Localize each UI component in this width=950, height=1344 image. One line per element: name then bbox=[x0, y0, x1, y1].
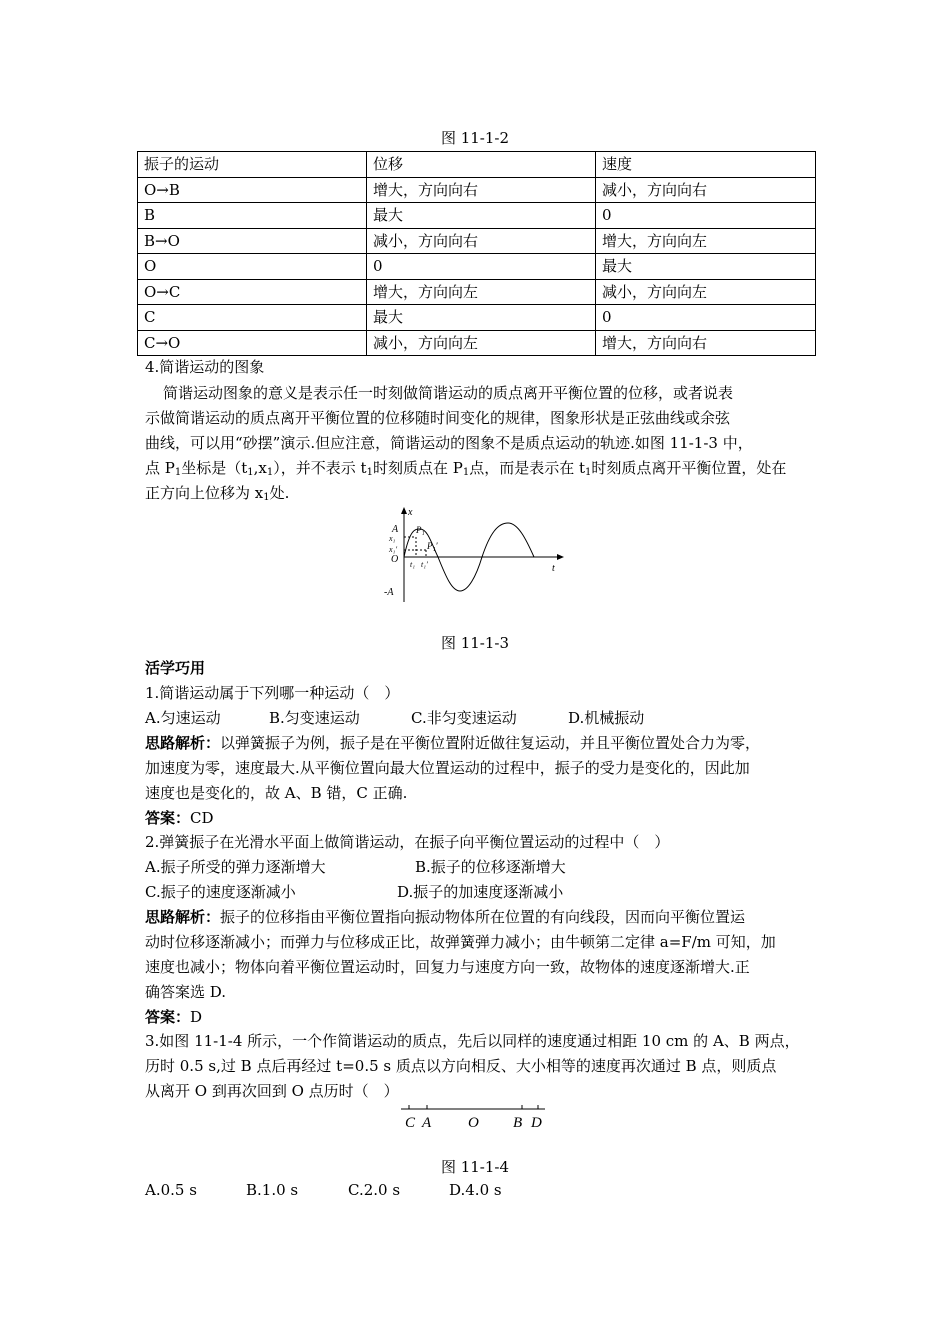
table-cell: B bbox=[138, 203, 367, 229]
point-d-label: D bbox=[531, 1115, 542, 1131]
table-cell: 增大，方向向右 bbox=[367, 177, 596, 203]
option-c: C.振子的速度逐渐减小 bbox=[145, 883, 296, 901]
sine-graph bbox=[380, 505, 570, 605]
table-cell: 减小，方向向左 bbox=[367, 330, 596, 356]
analysis-line: 思路解析：以弹簧振子为例，振子是在平衡位置附近做往复运动，并且平衡位置处合力为零， bbox=[145, 734, 761, 752]
table-cell: 减小，方向向右 bbox=[596, 177, 816, 203]
neg-amplitude-label: -A bbox=[384, 587, 394, 598]
table-cell: 0 bbox=[596, 305, 816, 331]
answer-line: 答案：CD bbox=[145, 809, 214, 827]
table-header: 速度 bbox=[596, 152, 816, 178]
x1p-label: x₁′ bbox=[389, 545, 398, 554]
analysis-line: 思路解析：振子的位移指由平衡位置指向振动物体所在位置的有向线段，因而向平衡位置运 bbox=[145, 908, 746, 926]
point-o-label: O bbox=[468, 1115, 479, 1131]
table-cell: C bbox=[138, 305, 367, 331]
option-c: C.2.0 s bbox=[348, 1181, 401, 1199]
analysis-line: 速度也减小；物体向着平衡位置运动时，回复力与速度方向一致，故物体的速度逐渐增大.正 bbox=[145, 958, 750, 976]
option-a: A.振子所受的弹力逐渐增大 bbox=[145, 858, 326, 876]
table-cell: 最大 bbox=[596, 254, 816, 280]
answer-line: 答案：D bbox=[145, 1008, 203, 1026]
table-cell: O→B bbox=[138, 177, 367, 203]
option-d: D.振子的加速度逐渐减小 bbox=[397, 883, 564, 901]
table-row bbox=[138, 228, 816, 254]
question-stem: 3.如图 11-1-4 所示，一个作简谐运动的质点，先后以同样的速度通过相距 10 cm 的 A、B 两点， bbox=[145, 1032, 800, 1050]
p1-label: P₁ bbox=[416, 525, 425, 535]
table-row bbox=[138, 177, 816, 203]
t1-label: t₁ bbox=[410, 560, 416, 569]
p1p-label: P₁′ bbox=[427, 541, 438, 551]
analysis-line: 速度也是变化的，故 A、B 错，C 正确. bbox=[145, 784, 408, 802]
table-cell: 最大 bbox=[367, 305, 596, 331]
table-row bbox=[138, 203, 816, 229]
question-stem: 2.弹簧振子在光滑水平面上做简谐运动，在振子向平衡位置运动的过程中（ ） bbox=[145, 833, 670, 851]
points-line-figure bbox=[395, 1103, 555, 1133]
table-cell: 减小，方向向右 bbox=[367, 228, 596, 254]
analysis-line: 加速度为零，速度最大.从平衡位置向最大位置运动的过程中，振子的受力是变化的，因此加 bbox=[145, 759, 750, 777]
table-cell: C→O bbox=[138, 330, 367, 356]
paragraph-line: 示做简谐运动的质点离开平衡位置的位移随时间变化的规律，图象形状是正弦曲线或余弦 bbox=[145, 409, 731, 427]
table-row bbox=[138, 254, 816, 280]
question-stem: 1.简谐运动属于下列哪一种运动（ ） bbox=[145, 684, 400, 702]
option-b: B.匀变速运动 bbox=[269, 709, 360, 727]
option-b: B.1.0 s bbox=[246, 1181, 299, 1199]
figure-caption: 图 11-1-4 bbox=[440, 1158, 510, 1176]
x-axis-label: x bbox=[408, 507, 413, 518]
question-stem: 从离开 O 到再次回到 O 点历时（ ） bbox=[145, 1082, 399, 1100]
t1p-label: t₁′ bbox=[421, 560, 428, 569]
table-cell: O bbox=[138, 254, 367, 280]
table-row bbox=[138, 305, 816, 331]
option-c: C.非匀变速运动 bbox=[411, 709, 517, 727]
paragraph-line: 点 $P_1$坐标是$(t_1,x_1)$，并不表示 $t_1$时刻质点在 $P_1$点，而是表示在 $t_1$时刻质点离开平衡位置，处在 bbox=[145, 459, 787, 478]
motion-table bbox=[137, 151, 816, 356]
question-stem: 历时 0.5 s,过 B 点后再经过 t=0.5 s 质点以方向相反、大小相等的速度再次通过 B 点，则质点 bbox=[145, 1057, 777, 1075]
origin-label: O bbox=[391, 554, 399, 565]
point-b-label: B bbox=[513, 1115, 523, 1131]
analysis-line: 动时位移逐渐减小；而弹力与位移成正比，故弹簧弹力减小；由牛顿第二定律 a=F/m 可知，加 bbox=[145, 933, 776, 951]
x-axis-arrow bbox=[401, 507, 407, 514]
table-row bbox=[138, 330, 816, 356]
figure-caption: 图 11-1-3 bbox=[440, 634, 510, 652]
x1-label: x₁ bbox=[389, 534, 396, 543]
table-header-row bbox=[138, 152, 816, 178]
table-cell: O→C bbox=[138, 279, 367, 305]
point-a-label: A bbox=[422, 1115, 432, 1131]
table-row bbox=[138, 279, 816, 305]
figure-caption: 图 11-1-2 bbox=[440, 129, 510, 147]
paragraph-line: 简谐运动图象的意义是表示任一时刻做简谐运动的质点离开平衡位置的位移，或者说表 bbox=[163, 384, 734, 402]
table-cell: 增大，方向向左 bbox=[367, 279, 596, 305]
t-axis-arrow bbox=[557, 554, 564, 560]
option-b: B.振子的位移逐渐增大 bbox=[415, 858, 566, 876]
table-cell: B→O bbox=[138, 228, 367, 254]
table-header: 位移 bbox=[367, 152, 596, 178]
section-title: 4.简谐运动的图象 bbox=[145, 358, 265, 376]
table-cell: 减小，方向向左 bbox=[596, 279, 816, 305]
option-d: D.4.0 s bbox=[449, 1181, 502, 1199]
table-cell: 增大，方向向左 bbox=[596, 228, 816, 254]
option-d: D.机械振动 bbox=[568, 709, 645, 727]
option-a: A.匀速运动 bbox=[145, 709, 221, 727]
table-header: 振子的运动 bbox=[138, 152, 367, 178]
t-axis-label: t bbox=[552, 563, 555, 574]
analysis-line: 确答案选 D. bbox=[145, 983, 227, 1001]
table-cell: 0 bbox=[596, 203, 816, 229]
practice-heading: 活学巧用 bbox=[145, 659, 206, 677]
table-cell: 最大 bbox=[367, 203, 596, 229]
table-cell: 增大，方向向右 bbox=[596, 330, 816, 356]
paragraph-line: 曲线，可以用“砂摆”演示.但应注意，简谐运动的图象不是质点运动的轨迹.如图 11-1-3 中， bbox=[145, 434, 753, 452]
table-cell: 0 bbox=[367, 254, 596, 280]
point-c-label: C bbox=[405, 1115, 416, 1131]
option-a: A.0.5 s bbox=[145, 1181, 197, 1199]
amplitude-label: A bbox=[392, 524, 399, 535]
paragraph-line: 正方向上位移为 $x_1$处. bbox=[145, 484, 290, 503]
